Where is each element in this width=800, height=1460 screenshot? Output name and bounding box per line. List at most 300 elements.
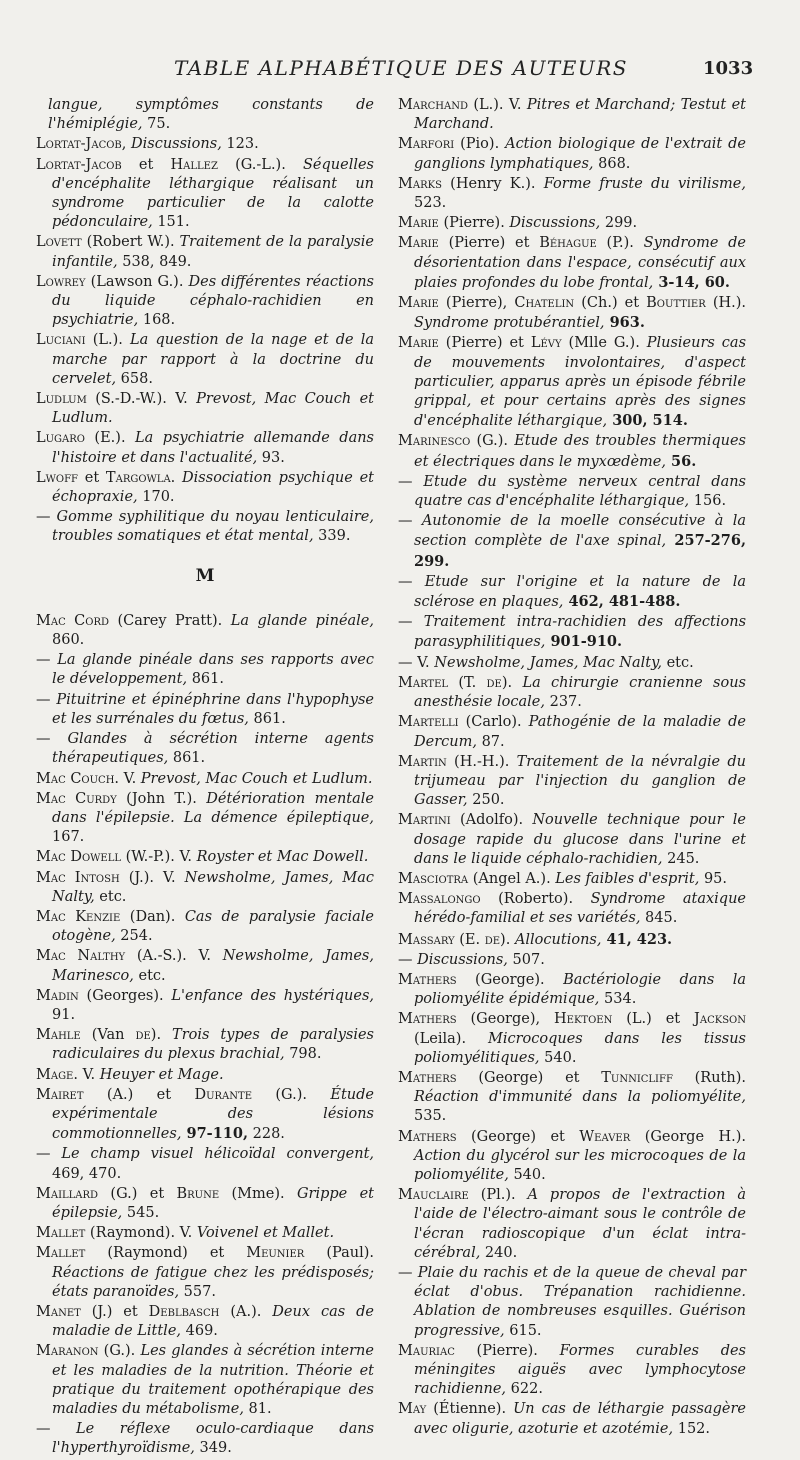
left-column [36, 96, 374, 1460]
entry-text: Bactériologie dans la poliomyélite épidémique, [414, 971, 746, 1008]
entry-text: (George), [456, 1011, 555, 1028]
entry-text: Marie [398, 215, 439, 232]
index-entry [398, 214, 746, 233]
index-entry [398, 930, 746, 950]
index-entry [36, 390, 374, 428]
entry-text: Action du glycérol sur les microcoques de la poliomyélite, [414, 1147, 746, 1183]
entry-text: Bouttier [646, 295, 706, 312]
entry-text: (L.) et [612, 1011, 695, 1028]
entry-text: , [121, 136, 131, 153]
entry-text: Les faibles d'esprit, [555, 870, 700, 887]
entry-text: Étude expérimentale des lésions commotionnelles, [52, 1086, 374, 1143]
index-entry [36, 273, 374, 331]
entry-text: La glande pinéale dans ses rapports avec le développement, [52, 652, 374, 688]
entry-text: Madin [36, 987, 79, 1004]
entry-text: (Henry K.). [441, 175, 544, 192]
entry-text: Autonomie de la moelle consécutive à la section complète de l'axe spinal, [414, 513, 746, 550]
index-entry [398, 1342, 746, 1400]
entry-text: Mallet [36, 1225, 86, 1242]
index-entry [36, 156, 374, 233]
entry-text: 963. [604, 314, 645, 332]
entry-text: Brune [176, 1185, 220, 1202]
index-entry [398, 573, 746, 612]
entry-text: Un cas de léthargie passagère avec oligurie, azoturie et azotémie, [414, 1401, 746, 1437]
entry-text: (P.). [596, 235, 644, 252]
entry-text: 87. [476, 733, 505, 750]
left-entries [36, 96, 374, 547]
entry-text: — [398, 513, 422, 530]
entry-text: Jackson [694, 1011, 746, 1028]
entry-text: (G.) et [98, 1185, 177, 1202]
entry-text: Prevost, Mac Couch et Ludlum. [52, 391, 374, 427]
index-entry [398, 1069, 746, 1127]
left-entries-m [36, 612, 374, 1459]
entry-text: 622. [506, 1381, 543, 1398]
index-entry [398, 890, 746, 928]
entry-text: 540. [539, 1049, 577, 1066]
entry-text: (L.). [85, 332, 131, 349]
entry-text: Luciani [36, 332, 86, 349]
entry-text: Martelli [398, 714, 459, 731]
index-entry [398, 432, 746, 471]
entry-text: (J.). V. [119, 869, 185, 886]
entry-text: (Leila). [414, 1030, 488, 1047]
entry-text: La chirurgie cranienne sous anesthésie locale, [414, 674, 746, 711]
index-entry [398, 135, 746, 173]
entry-text: Weaver [579, 1128, 631, 1145]
index-entry [398, 1400, 746, 1438]
entry-text: 535. [414, 1108, 447, 1125]
entry-text: (Pierre) et [438, 235, 540, 252]
entry-text: (L.). V. [467, 97, 527, 113]
index-entry [36, 869, 374, 907]
entry-text: La glande pinéale, [230, 612, 374, 629]
index-entry [398, 1186, 746, 1263]
entry-text: 152. [673, 1420, 711, 1437]
entry-text: . [170, 469, 183, 486]
index-entry [36, 1185, 374, 1223]
entry-text: (Paul). [304, 1245, 374, 1262]
index-entry [398, 1264, 746, 1341]
entry-text: Mallet [36, 1245, 86, 1262]
entry-text: Lowrey [36, 273, 86, 290]
entry-text: — [36, 1421, 77, 1438]
entry-text: (S.-D.-W.). V. [86, 391, 197, 408]
entry-text: (H.). [705, 295, 746, 312]
entry-text: (Pierre) et [438, 335, 531, 352]
entry-text: (George) et [456, 1128, 580, 1145]
entry-text: (Raymond). V. [85, 1225, 197, 1242]
entry-text: 81. [243, 1401, 272, 1417]
entry-text: Mac Kenzie [36, 908, 121, 925]
index-entry [398, 1010, 746, 1068]
entry-text: (E.). [85, 430, 135, 447]
entry-text: . V. [73, 1066, 100, 1083]
entry-text: Discussions, [131, 136, 222, 153]
index-entry [36, 1026, 374, 1064]
entry-text: 557. [179, 1283, 216, 1300]
index-entry [36, 947, 374, 985]
entry-text: Les glandes à sécrétion interne et les maladies de la nutrition. Théorie et pratique du traitement opothérapique des maladies du métabolisme, [52, 1343, 374, 1417]
entry-text: Newsholme, James, Marinesco, [52, 948, 374, 984]
entry-text: etc. [94, 888, 127, 905]
entry-text: Martel [398, 674, 449, 691]
entry-text: Le champ visuel hélicoïdal convergent, [61, 1146, 375, 1163]
entry-text: 339. [313, 528, 351, 545]
entry-text: 798. [284, 1046, 322, 1063]
entry-text: Etude du système nerveux central dans quatre cas d'encéphalite léthargique, [414, 473, 746, 510]
entry-text: langue, symptômes constants de l'hémiplégie, [48, 97, 374, 133]
index-entry [398, 674, 746, 712]
entry-text: — [398, 573, 425, 590]
entry-text: 861. [187, 671, 224, 688]
entry-text: 91. [52, 1006, 76, 1023]
entry-text: (Pierre). [454, 1342, 560, 1359]
entry-text: de [484, 931, 501, 948]
entry-text: Marie [398, 335, 439, 352]
entry-text: (H.-H.). [446, 753, 517, 770]
entry-text: Marks [398, 175, 442, 192]
entry-text: Voivenel et Mallet. [196, 1225, 335, 1242]
index-entry [36, 1420, 374, 1458]
index-entry [36, 987, 374, 1025]
entry-text: Gomme syphilitique du noyau lenticulaire, troubles somatiques et état mental, [52, 509, 374, 545]
entry-text: Forme fruste du virilisme, [543, 175, 746, 192]
entry-text: Détérioration mentale dans l'épilepsie. La démence épileptique, [52, 790, 374, 826]
entry-text: Mathers [398, 1069, 457, 1086]
entry-text: Mac Cord [36, 612, 110, 629]
entry-text: Chatelin [514, 295, 575, 312]
entry-text: 845. [640, 910, 678, 927]
entry-text: Etude sur l'origine et la nature de la sclérose en plaques, [414, 573, 746, 611]
entry-text: Massalongo [398, 891, 481, 908]
entry-text: Microcoques dans les tissus poliomyélitiques, [414, 1030, 746, 1066]
entry-text: 868. [593, 155, 631, 172]
entry-text: (Mme). [219, 1185, 297, 1202]
entry-text: Heuyer et Mage. [99, 1066, 224, 1083]
entry-text: May [398, 1401, 427, 1418]
entry-text: Plaie du rachis et de la queue de cheval par éclat d'obus. Trépanation rachidienne. Ablation de nombreuses esquilles. Guérison progressive, [414, 1264, 746, 1339]
entry-text: (Mlle G.). [561, 335, 647, 352]
entry-text: (George). [456, 971, 564, 988]
entry-text: de [486, 674, 502, 691]
entry-text: Lwoff [36, 469, 78, 486]
index-entry [398, 811, 746, 869]
entry-text: Séquelles d'encéphalite léthargique réalisant un syndrome particulier de la calotte pédonculaire, [52, 156, 374, 231]
entry-text: Action biologique de l'extrait de ganglions lymphatiques, [414, 136, 746, 172]
entry-text: Traitement intra-rachidien des affections parasyphilitiques, [414, 614, 747, 651]
entry-text: (Ruth). [672, 1069, 746, 1086]
entry-text: — [36, 652, 58, 669]
entry-text: Marinesco [398, 433, 471, 450]
entry-text: Meunier [246, 1245, 305, 1262]
entry-text: Manet [36, 1303, 81, 1320]
entry-text: Mathers [398, 1128, 457, 1145]
entry-text: 156. [689, 493, 727, 510]
entry-text: (T. [448, 674, 487, 691]
entry-text: Réactions de fatigue chez les prédisposés; états paranoïdes, [52, 1264, 374, 1300]
entry-text: (Lawson G.). [85, 273, 189, 290]
entry-text: Maillard [36, 1185, 99, 1202]
entry-text: Lortat-Jacob [36, 136, 122, 153]
entry-text: (Étienne). [426, 1401, 514, 1418]
entry-text: et [121, 156, 171, 173]
entry-text: 41, 423. [601, 930, 673, 948]
entry-text: Le réflexe oculo-cardiaque dans l'hyperthyroïdisme, [52, 1421, 375, 1457]
entry-text: — [398, 951, 418, 968]
index-entry [398, 613, 746, 652]
entry-text: 75. [142, 116, 171, 133]
entry-text: Hallez [170, 156, 218, 173]
entry-text: 861. [248, 710, 286, 727]
entry-text: 97-110, [181, 1125, 249, 1143]
entry-text: 507. [507, 951, 545, 968]
entry-text: — V. [398, 654, 435, 671]
index-entry [36, 691, 374, 729]
entry-text: Réaction d'immunité dans la poliomyélite, [414, 1089, 746, 1106]
entry-text: Prevost, Mac Couch et Ludlum. [140, 770, 373, 787]
entry-text: Cas de paralysie faciale otogène, [52, 908, 374, 945]
entry-text: 240. [480, 1244, 518, 1261]
entry-text: 901-910. [545, 633, 623, 651]
entry-text: Mauclaire [398, 1187, 469, 1204]
index-entry [398, 951, 746, 970]
entry-text: de [135, 1027, 151, 1044]
index-entry [36, 1342, 374, 1419]
entry-text: (John T.). [116, 790, 207, 807]
entry-text: 861. [168, 750, 206, 767]
entry-text: 658. [116, 370, 153, 387]
entry-text: Béhague [539, 235, 597, 252]
entry-text: 151. [152, 214, 190, 231]
entry-text: Syndrome de désorientation dans l'espace, consécutif aux plaies profondes du lobe frontal, [414, 235, 746, 291]
entry-text: etc. [661, 654, 694, 671]
entry-text: (Roberto). [480, 891, 591, 908]
entry-text: (A.). [219, 1303, 273, 1320]
index-entry [36, 429, 374, 467]
entry-text: Allocutions, [514, 931, 602, 948]
entry-text: Nouvelle technique pour le dosage rapide du glucose dans l'urine et dans le liquide céphalo-rachidien, [414, 812, 746, 867]
entry-text: (Pl.). [468, 1187, 528, 1204]
entry-text: . V. [114, 770, 141, 787]
entry-text: (A.-S.). V. [125, 948, 223, 965]
index-entry [36, 1086, 374, 1145]
entry-text: (W.-P.). V. [121, 849, 197, 866]
entry-text: Etude des troubles thermiques et électriques dans le myxœdème, [414, 433, 746, 470]
entry-text: La question de la nage et de la marche par rapport à la doctrine du cervelet, [52, 332, 374, 387]
index-entry [398, 753, 746, 811]
index-entry [36, 1303, 374, 1341]
entry-text: (Van [80, 1027, 136, 1044]
index-entry [398, 96, 746, 134]
right-entries [398, 96, 746, 1439]
entry-text: (G.). [252, 1086, 331, 1103]
entry-text: Traitement de la névralgie du trijumeau par l'injection du ganglion de Gasser, [414, 753, 746, 809]
entry-text: (Carey Pratt). [109, 612, 231, 629]
entry-text: Massary [398, 931, 455, 948]
entry-text: (G.-L.). [217, 156, 303, 173]
entry-text: Traitement de la paralysie infantile, [52, 234, 374, 270]
entry-text: Marie [398, 235, 439, 252]
entry-text: Mahle [36, 1027, 81, 1044]
index-entry [398, 334, 746, 431]
entry-text: — [36, 691, 57, 708]
entry-text: 250. [467, 792, 505, 809]
entry-text: Trois types de paralysies radiculaires du plexus brachial, [52, 1027, 374, 1063]
entry-text: — [398, 1264, 418, 1281]
entry-text: (Raymond) et [85, 1245, 247, 1262]
entry-text: La psychiatrie allemande dans l'histoire et dans l'actualité, [52, 430, 374, 466]
entry-text: Mage [36, 1066, 74, 1083]
entry-text: Plusieurs cas de mouvements involontaires, d'aspect particulier, apparus après un épisode fébrile grippal, et pour certains après des signes d'encéphalite léthargique, [414, 335, 747, 430]
index-entry [398, 713, 746, 751]
entry-text: L'enfance des hystériques, [171, 987, 374, 1004]
entry-text: Pitres et Marchand; Testut et Marchand. [414, 97, 746, 133]
entry-text: (Pierre), [438, 295, 515, 312]
entry-text: 534. [599, 991, 637, 1008]
index-entry [36, 1145, 374, 1183]
entry-text: 170. [137, 489, 175, 506]
entry-text: Martini [398, 812, 451, 829]
entry-text: — [36, 1146, 62, 1163]
entry-text: (Pio). [454, 136, 506, 153]
entry-text: Glandes à sécrétion interne agents thérapeutiques, [52, 731, 374, 767]
index-entry [36, 790, 374, 848]
entry-text: — [36, 509, 57, 526]
entry-text: Mairet [36, 1086, 84, 1103]
entry-text: (Dan). [120, 908, 185, 925]
entry-text: Lovett [36, 234, 82, 251]
index-entry [36, 848, 374, 867]
entry-text: Mac Curdy [36, 790, 117, 807]
entry-text: Mathers [398, 971, 457, 988]
entry-text: (Georges). [78, 987, 172, 1004]
entry-text: Maranon [36, 1343, 99, 1360]
entry-text: 349. [194, 1440, 232, 1457]
entry-text: — [398, 614, 424, 631]
entry-text: 228. [248, 1126, 285, 1143]
entry-text: Mathers [398, 1011, 457, 1028]
entry-text: Newsholme, James, Mac Nalty, [52, 869, 374, 905]
entry-text: — [398, 473, 424, 490]
index-entry [36, 331, 374, 389]
entry-text: 540. [508, 1166, 546, 1183]
entry-text: (Pierre). [438, 215, 510, 232]
entry-text: Tunnicliff [601, 1069, 673, 1086]
index-entry [398, 654, 746, 673]
entry-text: Marfori [398, 136, 455, 153]
entry-text: et [77, 469, 106, 486]
entry-text: Pathogénie de la maladie de Dercum, [414, 714, 746, 750]
entry-text: (Robert W.). [81, 234, 180, 251]
entry-text: Lévy [530, 335, 562, 352]
index-entry [398, 294, 746, 333]
index-entry [36, 1244, 374, 1302]
entry-text: (G.). [470, 433, 515, 450]
entry-text: 167. [52, 829, 85, 846]
entry-text: Deux cas de maladie de Little, [52, 1303, 374, 1340]
entry-text: Mauriac [398, 1342, 455, 1359]
entry-text: (Angel A.). [468, 870, 556, 887]
entry-text: Lugaro [36, 430, 85, 447]
index-entry [36, 233, 374, 271]
index-entry [36, 508, 374, 546]
entry-text: 545. [122, 1204, 160, 1221]
index-entry [36, 612, 374, 650]
right-column [398, 96, 746, 1440]
entry-text: 615. [504, 1322, 542, 1339]
entry-text: Mac Nalthy [36, 948, 126, 965]
page-number: 1033 [703, 58, 754, 79]
entry-text: A propos de l'extraction à l'aide de l'électro-aimant sous le contrôle de l'écran radioscopique d'un éclat intra-cérébral, [414, 1187, 746, 1261]
index-entry [398, 512, 746, 572]
entry-text: Durante [194, 1086, 252, 1103]
entry-text: Royster et Mac Dowell. [196, 849, 369, 866]
index-entry [398, 175, 746, 213]
entry-text: 299. [600, 215, 638, 232]
entry-text: Discussions, [417, 951, 508, 968]
index-entry [398, 473, 746, 511]
index-entry [36, 651, 374, 689]
index-entry [36, 730, 374, 768]
entry-text: 123. [221, 136, 259, 153]
entry-text: Pituitrine et épinéphrine dans l'hypophyse et les surrénales du fœtus, [52, 691, 375, 727]
entry-text: (Adolfo). [450, 812, 533, 829]
entry-text: Targowla [105, 469, 171, 486]
entry-text: (A.) et [83, 1086, 195, 1103]
entry-text: Deblbasch [148, 1303, 220, 1320]
index-entry [398, 870, 746, 889]
entry-text: 254. [115, 928, 153, 945]
entry-text: 56. [666, 452, 697, 470]
entry-text: ). [150, 1027, 173, 1044]
entry-text: Syndrome ataxique hérédo-familial et ses variétés, [414, 891, 747, 927]
index-entry [36, 1066, 374, 1085]
entry-text: Newsholme, James, Mac Nalty, [434, 654, 662, 671]
entry-text: 300, 514. [607, 412, 688, 430]
entry-text: Marie [398, 295, 439, 312]
entry-text: 3-14, 60. [653, 273, 730, 291]
entry-text: — [36, 731, 68, 748]
entry-text: Marchand [398, 97, 468, 113]
entry-text: (George H.). [630, 1128, 746, 1145]
entry-text: Syndrome protubérantiel, [414, 315, 605, 332]
entry-text: 860. [52, 632, 85, 649]
entry-text: etc. [133, 967, 166, 984]
index-entry [398, 1128, 746, 1186]
entry-text: 93. [257, 449, 285, 466]
entry-text: Dissociation psychique et échopraxie, [52, 469, 374, 506]
index-entry [398, 234, 746, 293]
entry-text: (George) et [456, 1069, 602, 1086]
entry-text: Mac Intosh [36, 869, 120, 886]
entry-text: Ludlum [36, 391, 87, 408]
index-entry [36, 908, 374, 946]
entry-text: 237. [544, 694, 582, 711]
entry-text: 469. [181, 1323, 218, 1340]
entry-text: 538, 849. [117, 253, 192, 270]
entry-text: ). [501, 674, 523, 691]
entry-text: Mac Dowell [36, 849, 122, 866]
entry-text: Masciotra [398, 870, 469, 887]
entry-text: 462, 481-488. [563, 593, 681, 611]
entry-text: Grippe et épilepsie, [52, 1185, 374, 1221]
entry-text: Discussions, [509, 215, 601, 232]
entry-text: Lortat-Jacob [36, 156, 122, 173]
entry-text: Mac Couch [36, 770, 115, 787]
entry-text: (Carlo). [458, 714, 529, 731]
index-entry [398, 971, 746, 1009]
